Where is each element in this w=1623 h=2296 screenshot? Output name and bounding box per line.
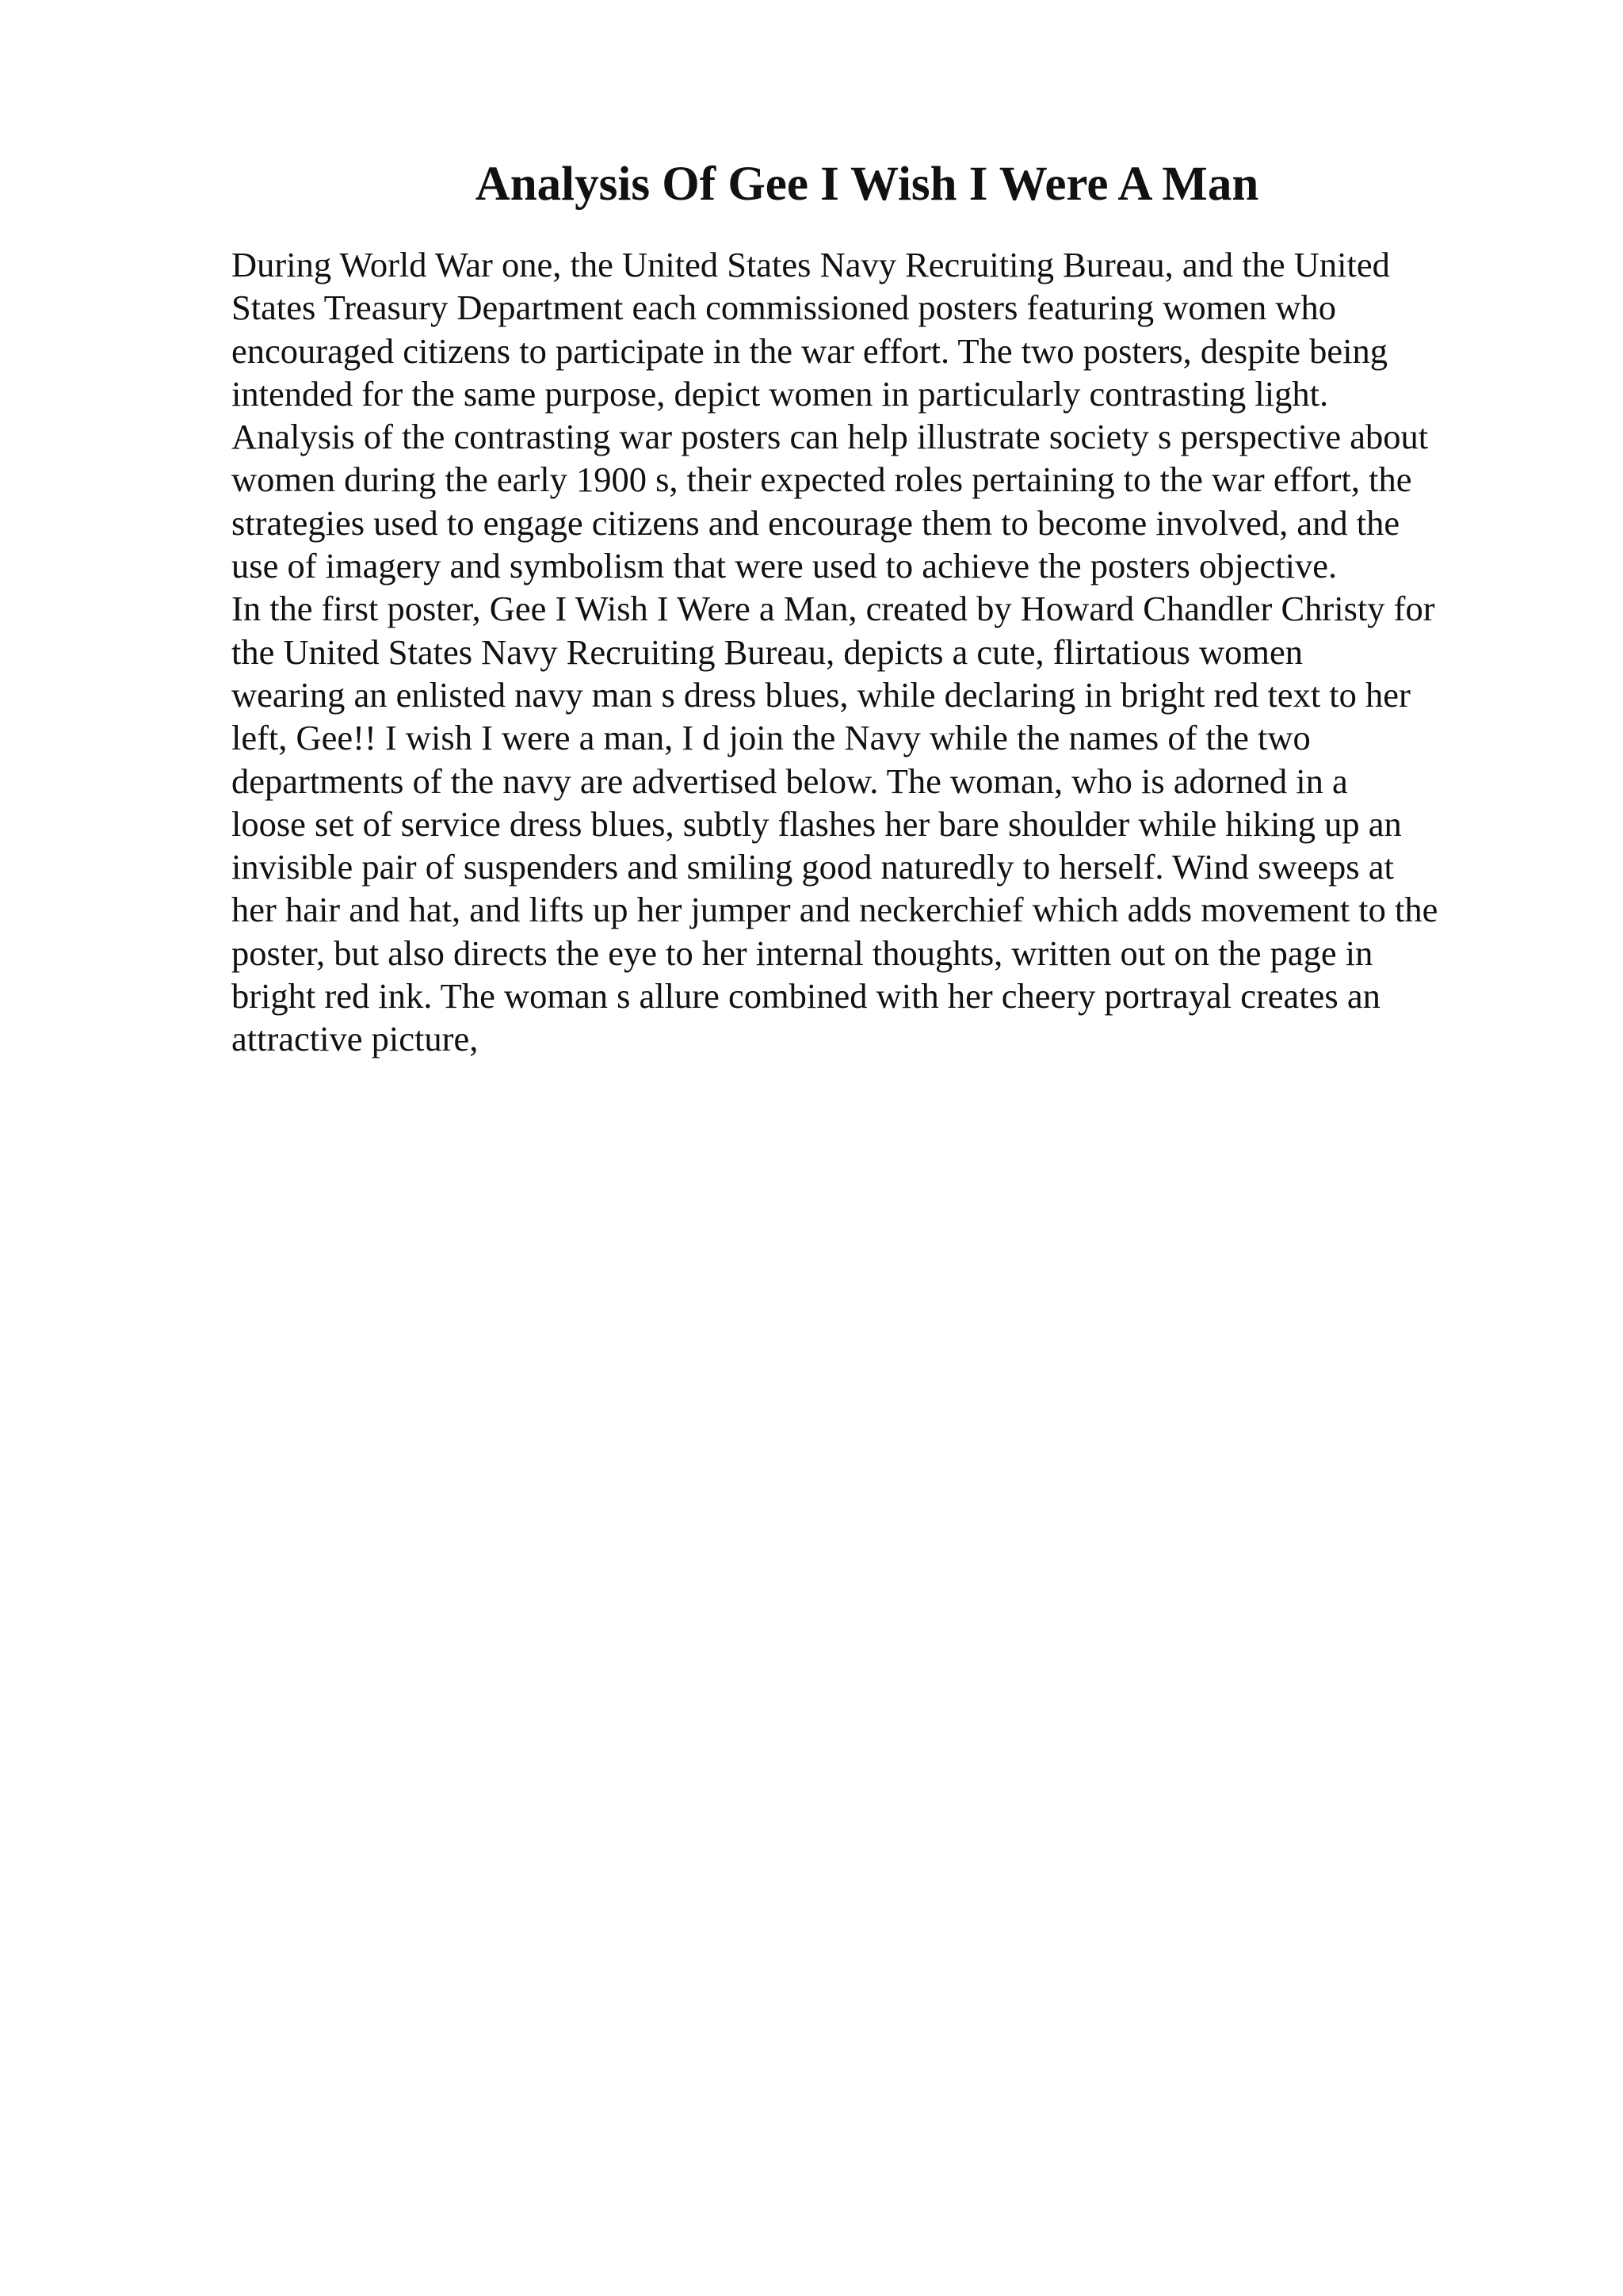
body-line: the United States Navy Recruiting Bureau, depicts a cute, flirtatious women bbox=[231, 631, 1303, 672]
document-title: Analysis Of Gee I Wish I Were A Man bbox=[475, 158, 1259, 211]
body-line: women during the early 1900 s, their expected roles pertaining to the war effort, the bbox=[231, 460, 1412, 500]
body-line: use of imagery and symbolism that were used to achieve the posters objective. bbox=[231, 546, 1338, 586]
body-line: her hair and hat, and lifts up her jumper and neckerchief which adds movement to the bbox=[231, 890, 1438, 930]
body-line: departments of the navy are advertised below. The woman, who is adorned in a bbox=[231, 761, 1348, 801]
body-line: Analysis of the contrasting war posters can help illustrate society s perspective about bbox=[231, 417, 1429, 457]
body-line: left, Gee!! I wish I were a man, I d join the Navy while the names of the two bbox=[231, 718, 1311, 758]
body-line: bright red ink. The woman s allure combined with her cheery portrayal creates an bbox=[231, 976, 1381, 1016]
body-line: intended for the same purpose, depict women in particularly contrasting light. bbox=[231, 373, 1329, 414]
body-line: During World War one, the United States Navy Recruiting Bureau, and the United bbox=[231, 245, 1390, 284]
body-line: loose set of service dress blues, subtly flashes her bare shoulder while hiking up an bbox=[231, 803, 1402, 844]
body-line: In the first poster, Gee I Wish I Were a Man, created by Howard Chandler Christy for bbox=[231, 589, 1435, 629]
body-line: States Treasury Department each commissioned posters featuring women who bbox=[231, 288, 1337, 328]
body-line: encouraged citizens to participate in the war effort. The two posters, despite being bbox=[231, 330, 1388, 371]
document-body bbox=[231, 243, 1515, 1061]
body-line: attractive picture, bbox=[231, 1019, 479, 1059]
body-line: poster, but also directs the eye to her internal thoughts, written out on the page in bbox=[231, 933, 1373, 973]
body-line: invisible pair of suspenders and smiling good naturedly to herself. Wind sweeps at bbox=[231, 847, 1394, 887]
body-line: strategies used to engage citizens and encourage them to become involved, and the bbox=[231, 502, 1400, 543]
body-line: wearing an enlisted navy man s dress blues, while declaring in bright red text to her bbox=[231, 674, 1411, 715]
